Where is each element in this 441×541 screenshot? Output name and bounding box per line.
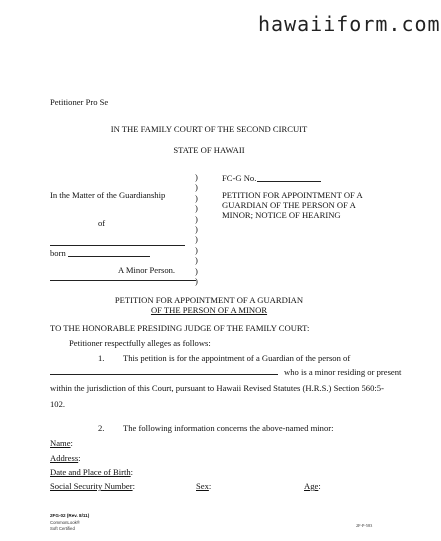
address-field-text: Address: [50, 453, 79, 463]
of-label: of: [98, 218, 106, 228]
sex-field-colon: :: [208, 481, 212, 491]
certified-label: Soft Certified: [50, 526, 75, 531]
age-field-text: Age: [304, 481, 319, 491]
doc-title-line-2: GUARDIAN OF THE PERSON OF A: [222, 200, 356, 210]
salutation: TO THE HONORABLE PRESIDING JUDGE OF THE FAMILY COURT:: [50, 323, 310, 333]
address-field-colon: :: [78, 453, 81, 463]
name-field-label: [50, 438, 73, 448]
caption-bottom-line: [50, 280, 196, 281]
caption-parens: ) ) ) ) ) ) ) ) ) ) ): [195, 172, 198, 287]
body-title-1: PETITION FOR APPOINTMENT OF A GUARDIAN: [114, 295, 304, 305]
party-name-line[interactable]: [50, 245, 185, 246]
commonlook-label: CommonLook®: [50, 520, 80, 525]
dob-field-label: [50, 467, 133, 477]
pro-se-label: Petitioner Pro Se: [50, 97, 109, 107]
name-field-colon: :: [70, 438, 73, 448]
ssn-field-label: [50, 481, 135, 491]
item1-number: 1.: [98, 353, 105, 363]
item1-line2: within the jurisdiction of this Court, pursuant to Hawaii Revised Statutes (H.R.S.) Section 560:5-: [50, 383, 384, 393]
fcg-label: FC-G No.: [222, 173, 257, 183]
matter-label: In the Matter of the Guardianship: [50, 190, 166, 200]
dob-field-colon: :: [130, 467, 134, 477]
dob-field-text: Date and Place of Birth: [50, 467, 131, 477]
item2-text: The following information concerns the above-named minor:: [123, 423, 334, 433]
birth-date-line[interactable]: [68, 256, 150, 257]
item1-text: This petition is for the appointment of a Guardian of the person of: [123, 353, 351, 363]
alleges-text: Petitioner respectfully alleges as follows:: [69, 338, 211, 348]
sex-field-label: [196, 481, 211, 491]
item1-continuation: who is a minor residing or present: [284, 367, 402, 377]
born-label: born: [50, 248, 66, 258]
court-heading: IN THE FAMILY COURT OF THE SECOND CIRCUIT: [110, 124, 308, 134]
ssn-field-colon: :: [132, 481, 135, 491]
address-field-label: [50, 453, 81, 463]
body-title-2: OF THE PERSON OF A MINOR: [150, 305, 268, 315]
fcg-number-line[interactable]: [257, 181, 321, 182]
watermark: hawaiiform.com: [258, 12, 441, 36]
item1-line3: 102.: [50, 399, 66, 409]
age-field-colon: :: [318, 481, 321, 491]
doc-title-line-1: PETITION FOR APPOINTMENT OF A: [222, 190, 363, 200]
doc-title-line-3: MINOR; NOTICE OF HEARING: [222, 210, 341, 220]
name-field-text: Name: [50, 438, 71, 448]
minor-name-line[interactable]: [50, 374, 278, 375]
form-code: 2FG-02 (Rev. 8/11): [50, 513, 90, 518]
item2-number: 2.: [98, 423, 105, 433]
minor-label: A Minor Person.: [118, 265, 176, 275]
sex-field-text: Sex: [196, 481, 209, 491]
right-form-code: 2F-P-583: [356, 523, 373, 528]
state-heading: STATE OF HAWAII: [173, 145, 245, 155]
age-field-label: [304, 481, 321, 491]
ssn-field-text: Social Security Number: [50, 481, 133, 491]
